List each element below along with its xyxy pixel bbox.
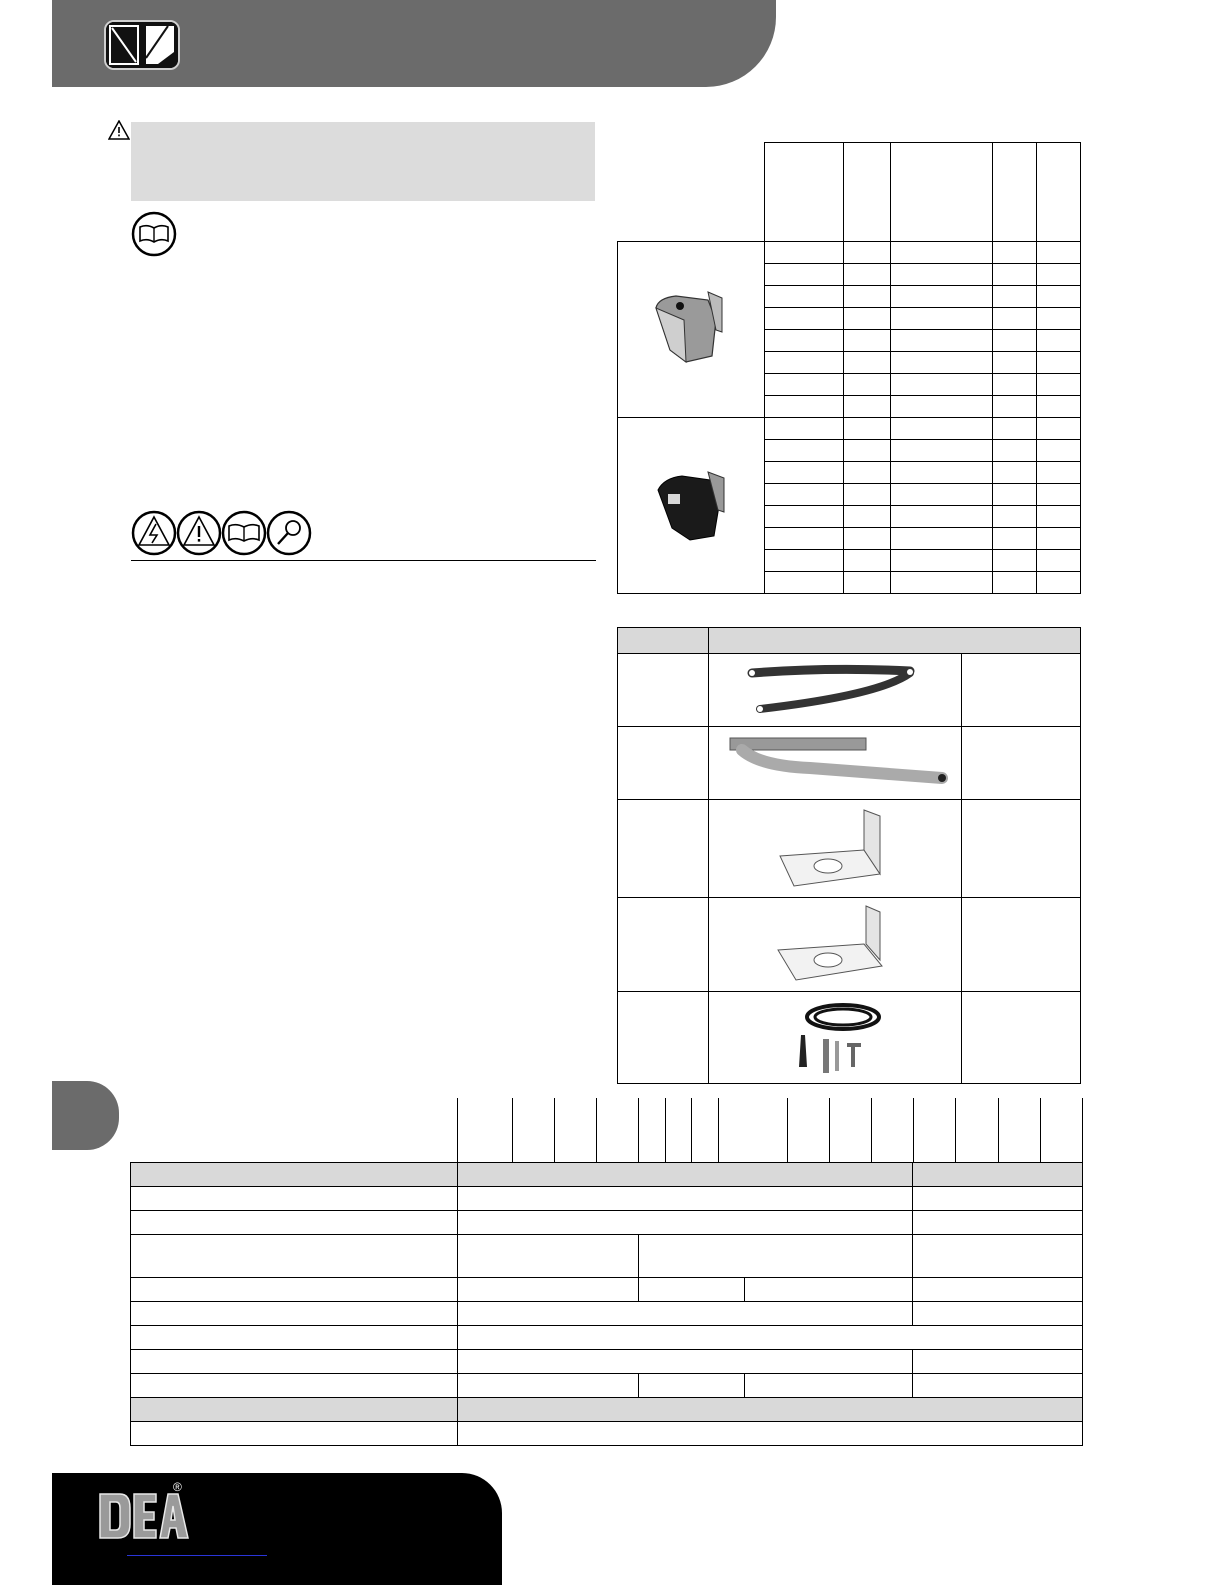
warning-icon: [108, 120, 130, 145]
table-row: [131, 1398, 1083, 1422]
model-table: [617, 142, 1081, 594]
table-row: [131, 1302, 1083, 1326]
cable-and-fittings-image: [708, 992, 961, 1084]
registered-mark: ®: [173, 1480, 182, 1494]
manual-icon: [223, 512, 265, 554]
magnifier-icon: [268, 512, 310, 554]
warning-icon: [178, 512, 220, 554]
table-row: [618, 992, 1081, 1084]
table-row: [618, 727, 1081, 800]
side-section-tab: [52, 1081, 119, 1150]
website-link-underline[interactable]: [127, 1555, 267, 1556]
header-logo-icon: [104, 20, 180, 70]
mounting-plate-image: [708, 898, 961, 992]
table-row: [131, 1163, 1083, 1187]
mounting-bracket-image: [708, 800, 961, 898]
table-row: [131, 1278, 1083, 1302]
table-row: [131, 1187, 1083, 1211]
sliding-arm-image: [708, 727, 961, 800]
table-header-row: [618, 143, 1081, 242]
table-row: [618, 418, 1081, 440]
electric-hazard-icon: [133, 512, 175, 554]
safety-icons-group: [131, 510, 315, 563]
grey-operator-image: [618, 242, 765, 418]
table-row: [618, 800, 1081, 898]
warning-panel: [131, 122, 595, 201]
black-operator-image: [618, 418, 765, 594]
spec-column-headers: [457, 1098, 1083, 1162]
table-header-row: [618, 628, 1081, 654]
table-row: [618, 242, 1081, 264]
table-row: [131, 1374, 1083, 1398]
spec-table: [130, 1162, 1083, 1446]
table-row: [131, 1235, 1083, 1278]
accessories-table: [617, 627, 1081, 1084]
table-row: [131, 1326, 1083, 1350]
manual-icon: [131, 211, 177, 262]
table-row: [131, 1350, 1083, 1374]
table-row: [618, 898, 1081, 992]
table-row: [618, 654, 1081, 727]
table-row: [131, 1422, 1083, 1446]
section-divider: [131, 560, 596, 561]
articulated-arm-image: [708, 654, 961, 727]
table-row: [131, 1211, 1083, 1235]
